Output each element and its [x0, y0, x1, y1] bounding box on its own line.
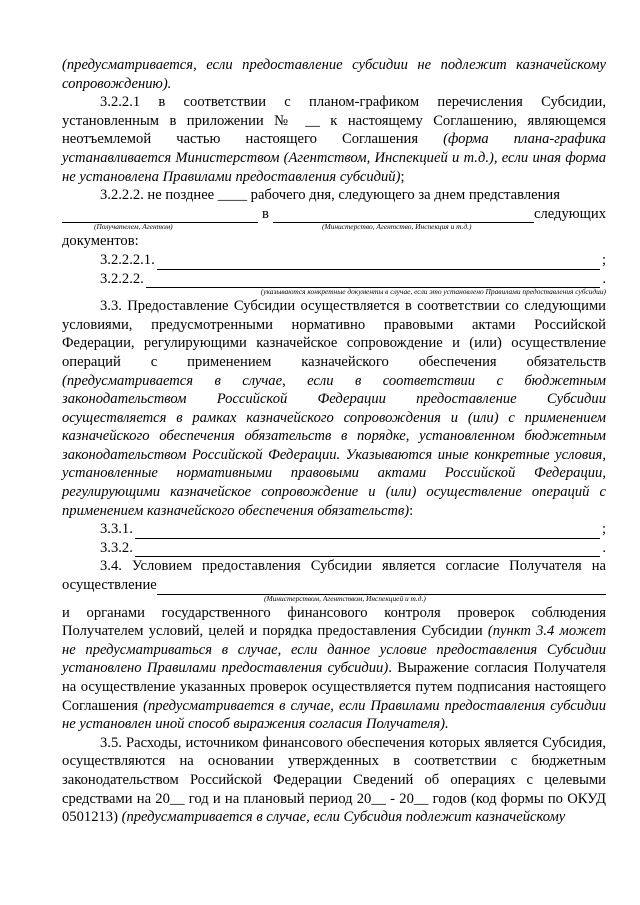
blank-condition-field [135, 542, 601, 557]
paragraph-3-4 [62, 557, 606, 576]
paragraph-3-4-cont [62, 604, 606, 734]
following-word: следующих [533, 205, 606, 222]
paragraph-3-5 [62, 734, 606, 827]
caption-row [62, 288, 606, 297]
item-number: 3.3.1. [100, 521, 133, 538]
italic-note: (предусматривается в случае, если Субсидия подлежит казначейскому [121, 809, 566, 826]
italic-note: (форма плана-графика устанавливается Министерством (Агентством, Инспекцией и т.д.), если иная форма не установлена Правилами предоставления субсидий) [62, 131, 606, 185]
clause-text: 3.2.2.1 в соответствии с планом-графиком перечисления Субсидии, установленным в приложении № __ к настоящему Соглашению, являющемся неотъемлемой частью настоящего Соглашения [62, 94, 606, 148]
paragraph-3-3 [62, 297, 606, 520]
item-number: 3.2.2.2. [100, 270, 144, 287]
item-end: . [602, 270, 606, 287]
blank-row-recipients [62, 205, 606, 224]
caption-ministry: (Министерство, Агентство, Инспекция и т.д.) [322, 222, 472, 232]
paragraph-3-2-2-2 [62, 186, 606, 205]
caption-row [62, 223, 606, 232]
document-page [62, 56, 606, 827]
blank-ministry-field [273, 208, 534, 223]
clause-text: 3.4. Условием предоставления Субсидии является согласие Получателя на [100, 558, 606, 575]
document-item-1 [62, 251, 606, 270]
item-end: ; [601, 521, 606, 538]
clause-text: и органами государственного финансового контроля проверок соблюдения Получателем условий, целей и порядка предоставления Субсидии [62, 604, 606, 640]
document-item-2 [62, 270, 606, 289]
clause-text: осуществление [62, 577, 157, 594]
item-number: 3.3.2. [100, 539, 133, 556]
blank-recipient-field [62, 208, 258, 223]
blank-document-field [157, 255, 600, 270]
italic-note: (предусматривается, если предоставление субсидии не подлежит казначейскому сопровождению). [62, 57, 606, 92]
paragraph-3-2-2-note [62, 56, 606, 93]
clause-end: : [409, 502, 414, 519]
caption-row [62, 595, 606, 604]
italic-note: (предусматривается в случае, если в соответствии с бюджетным законодательством Российской Федерации предоставление Субсидии осуществляется в рамках казначейского сопровождения и (или) с применением казначейского обеспечения обязательств в порядке, установленном бюджетным законодательством Российской Федерации. Указываются иные конкретные условия, установленные нормативными правовыми актами Российской Федерации, регулирующими казначейское сопровождение и (или) осуществление операций с применением казначейского обеспечения обязательств) [62, 372, 606, 519]
documents-text: документов: [62, 233, 139, 250]
paragraph-3-2-2-1 [62, 93, 606, 186]
blank-document-field [146, 273, 601, 288]
condition-item-1 [62, 520, 606, 539]
documents-label [62, 232, 606, 251]
clause-text: 3.2.2.2. не позднее ____ рабочего дня, следующего за днем представления [100, 187, 560, 204]
condition-item-2 [62, 539, 606, 558]
clause-text: 3.3. Предоставление Субсидии осуществляется в соответствии со следующими условиями, предусмотренными нормативно правовыми актами Российской Федерации, регулирующими казначейское сопровождение и (или) осуществление операций с применением казначейского обеспечения обязательств [62, 298, 606, 370]
preposition-text: в [262, 205, 269, 222]
item-number: 3.2.2.2.1. [100, 251, 155, 268]
italic-note: (пункт 3.4 может не предусматриваться в случае, если данное условие предоставления Субсидии установлено Правилами предоставления субсидии) [62, 623, 606, 677]
caption-documents: (указываются конкретные документы в случае, если это установлено Правилами предоставления субсидии) [260, 287, 606, 297]
item-end: . [602, 539, 606, 556]
blank-condition-field [135, 524, 600, 539]
clause-text: . Выражение согласия Получателя на осуществление указанных проверок осуществляется путем подписания настоящего Соглашения [62, 660, 606, 714]
item-end: ; [601, 251, 606, 268]
clause-end: ; [400, 168, 405, 185]
caption-recipient: (Получателем, Агентом) [94, 222, 173, 232]
clause-text: 3.5. Расходы, источником финансового обеспечения которых является Субсидия, осуществляются на основании утвержденных в соответствии с бюджетным законодательством Российской Федерации Сведений об операциях с целевыми средствами на 20__ год и на плановый период 20__ - 20__ годов (код формы по ОКУД 0501213) [62, 734, 606, 826]
caption-ministry: (Министерством, Агентством, Инспекцией и т.д.) [264, 593, 426, 603]
italic-note: (предусматривается в случае, если Правилами предоставления субсидии не установлен иной способ выражения согласия Получателя). [62, 697, 607, 733]
blank-row-audit [62, 576, 606, 595]
blank-ministry-field [157, 580, 606, 595]
